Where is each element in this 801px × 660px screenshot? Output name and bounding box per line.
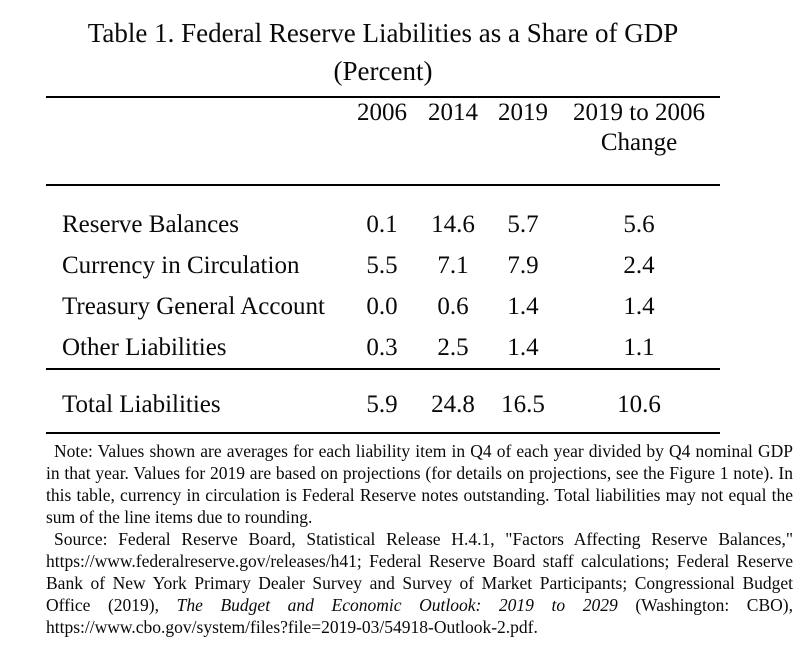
cell-2019: 1.4 xyxy=(507,333,539,361)
cell-2014: 0.6 xyxy=(437,292,469,320)
cell-2014: 2.5 xyxy=(437,333,469,361)
cell-change: 1.1 xyxy=(623,333,655,361)
total-cell-2014: 24.8 xyxy=(431,391,475,418)
column-header-change-line1: 2019 to 2006 xyxy=(573,99,705,126)
column-header-change xyxy=(558,97,720,185)
cell-2006: 0.0 xyxy=(366,292,398,320)
table-note: Note: Values shown are averages for each liability item in Q4 of each year divided by Q4 nominal GDP in that year. Values for 2019 are based on projections (for details on projections, see the Figure 1 note). In this table, currency in circulation is Federal Reserve notes outstanding. Total liabilities may not equal the sum of the line items due to rounding. xyxy=(46,441,793,527)
table-total-section xyxy=(46,369,720,433)
total-row xyxy=(46,369,720,433)
total-cell-change: 10.6 xyxy=(617,391,661,418)
cell-change: 1.4 xyxy=(623,292,655,320)
cell-2019: 5.7 xyxy=(507,210,539,238)
table-title-line2: (Percent) xyxy=(333,56,433,86)
table-row xyxy=(46,286,720,327)
column-header-2014: 2014 xyxy=(418,97,488,185)
total-cell-2006: 5.9 xyxy=(366,391,398,418)
liabilities-table xyxy=(46,96,720,434)
table-header-row xyxy=(46,97,720,185)
cell-2014: 7.1 xyxy=(437,251,469,279)
table-row xyxy=(46,327,720,369)
table-source xyxy=(46,528,793,638)
table-body xyxy=(46,185,720,369)
column-header-change-line2: Change xyxy=(600,129,678,156)
row-label: Currency in Circulation xyxy=(62,251,300,279)
column-header-empty xyxy=(46,97,346,185)
cell-2006: 0.3 xyxy=(366,333,398,361)
row-label: Reserve Balances xyxy=(62,210,240,238)
cell-2019: 7.9 xyxy=(507,251,539,279)
cell-change: 2.4 xyxy=(623,251,655,279)
row-label: Other Liabilities xyxy=(62,333,227,361)
source-text-prefix: Source: Federal Reserve Board, Statistical Release H.4.1, "Factors Affecting Reserve Balances," https://www.federalreserve.gov/releases/h41; Federal Reserve Board staff calculations; Federal Reserve Bank of New York Primary Dealer Survey and Survey of Market Participants; Congressional Budget Office (2019), xyxy=(46,529,793,615)
table-title xyxy=(46,14,720,90)
cell-2006: 0.1 xyxy=(366,210,398,238)
table-row xyxy=(46,245,720,286)
cell-2014: 14.6 xyxy=(431,210,475,238)
total-cell-2019: 16.5 xyxy=(501,391,545,418)
row-label: Treasury General Account xyxy=(62,292,325,320)
table-row xyxy=(46,185,720,245)
cell-2019: 1.4 xyxy=(507,292,539,320)
source-book-title: The Budget and Economic Outlook: 2019 to 2029 xyxy=(176,595,618,615)
column-header-2019: 2019 xyxy=(488,97,558,185)
total-row-label: Total Liabilities xyxy=(62,391,221,418)
column-header-2006: 2006 xyxy=(346,97,418,185)
table-title-line1: Table 1. Federal Reserve Liabilities as a Share of GDP xyxy=(87,18,679,48)
cell-2006: 5.5 xyxy=(366,251,398,279)
source-text-suffix: (Washington: CBO), https://www.cbo.gov/system/files?file=2019-03/54918-Outlook-2.pdf. xyxy=(46,595,793,637)
cell-change: 5.6 xyxy=(623,210,655,238)
